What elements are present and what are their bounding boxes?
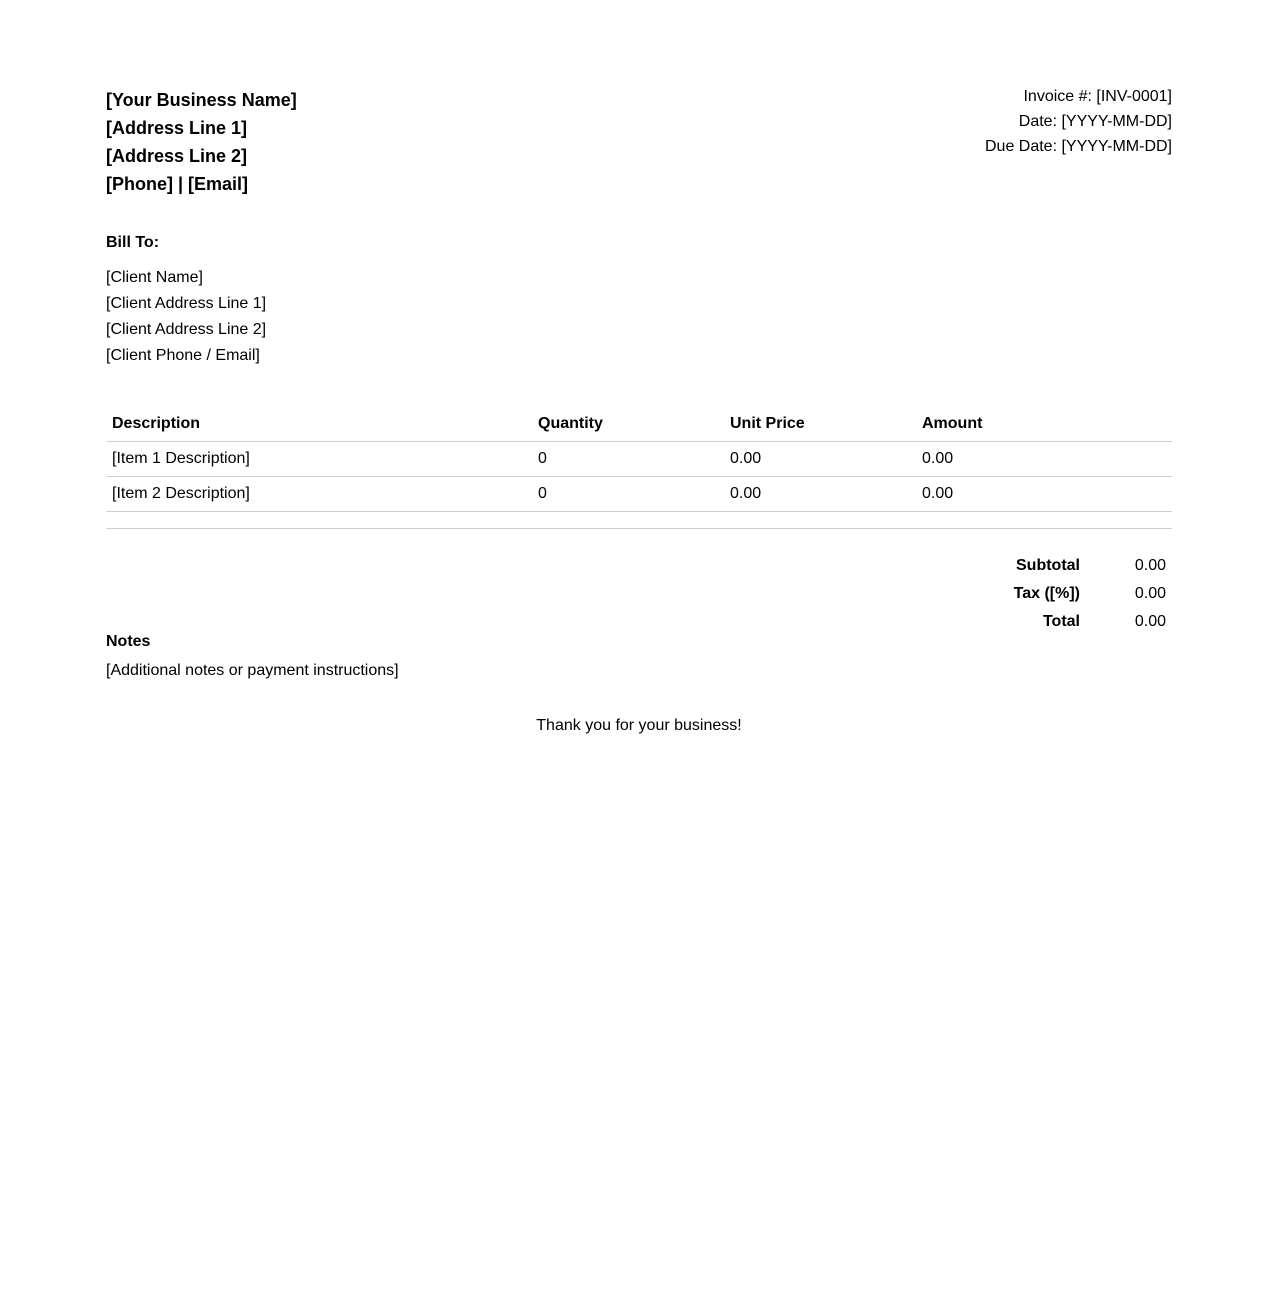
table-row [106, 442, 1172, 477]
item-description: [Item 1 Description] [106, 442, 532, 477]
subtotal-row [952, 552, 1172, 580]
bill-to-section [106, 233, 1172, 369]
item-unit-price: 0.00 [724, 442, 916, 477]
invoice-page [106, 86, 1172, 736]
totals-block [952, 552, 1172, 636]
table-header-row [106, 407, 1172, 442]
client-name: [Client Name] [106, 269, 203, 286]
column-header-quantity: Quantity [532, 407, 724, 442]
business-contact: [Phone] | [Email] [106, 174, 249, 194]
tax-row [952, 580, 1172, 608]
subtotal-label: Subtotal [1016, 557, 1080, 574]
client-address-line-1: [Client Address Line 1] [106, 295, 267, 312]
column-header-description: Description [106, 407, 532, 442]
client-contact: [Client Phone / Email] [106, 347, 260, 364]
invoice-date: Date: [YYYY-MM-DD] [1018, 113, 1172, 130]
total-value: 0.00 [1134, 613, 1166, 630]
item-amount: 0.00 [916, 477, 1172, 512]
item-amount: 0.00 [916, 442, 1172, 477]
bill-to-title: Bill To: [106, 234, 160, 251]
item-unit-price: 0.00 [724, 477, 916, 512]
item-quantity: 0 [532, 442, 724, 477]
business-info [106, 86, 297, 198]
business-address-line-1: [Address Line 1] [106, 118, 248, 138]
invoice-meta [985, 84, 1172, 159]
item-quantity: 0 [532, 477, 724, 512]
tax-label: Tax ([%]) [1013, 585, 1080, 602]
invoice-due-date: Due Date: [YYYY-MM-DD] [984, 138, 1172, 155]
total-row [952, 608, 1172, 636]
thank-you-message: Thank you for your business! [536, 717, 742, 734]
column-header-unit-price: Unit Price [724, 407, 916, 442]
business-address-line-2: [Address Line 2] [106, 146, 248, 166]
invoice-header [106, 86, 1172, 198]
item-description: [Item 2 Description] [106, 477, 532, 512]
line-items-table [106, 407, 1172, 512]
column-header-amount: Amount [916, 407, 1172, 442]
total-label: Total [1042, 613, 1080, 630]
notes-text: [Additional notes or payment instructions] [106, 662, 399, 679]
notes-section [106, 630, 1172, 683]
business-name: [Your Business Name] [106, 90, 297, 110]
invoice-number: Invoice #: [INV-0001] [1023, 88, 1172, 105]
section-divider [106, 528, 1172, 529]
notes-title: Notes [106, 633, 151, 650]
client-address-line-2: [Client Address Line 2] [106, 321, 267, 338]
table-row [106, 477, 1172, 512]
tax-value: 0.00 [1134, 585, 1166, 602]
subtotal-value: 0.00 [1134, 557, 1166, 574]
